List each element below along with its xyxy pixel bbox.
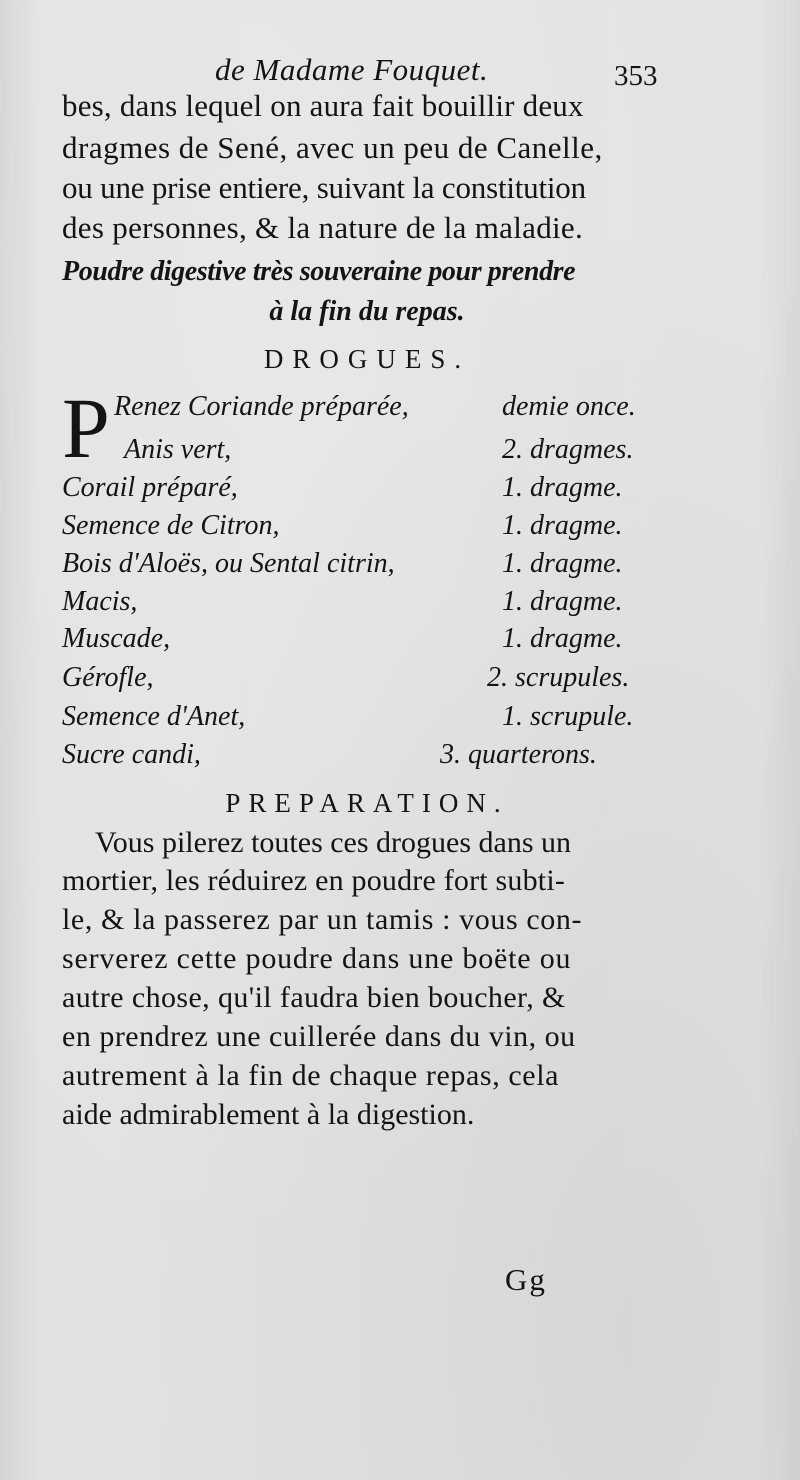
ingredient-name: Muscade, [62, 623, 171, 654]
drop-cap: P [62, 380, 110, 476]
ingredient-name: Semence d'Anet, [62, 701, 246, 732]
preparation-line: Vous pilerez toutes ces drogues dans un [95, 826, 572, 859]
ingredient-name: Sucre candi, [62, 739, 201, 770]
ingredient-quantity: 2. dragmes. [502, 434, 634, 465]
recipe-title: Poudre digestive très souveraine pour prendre [62, 256, 576, 287]
ingredient-name: Gérofle, [62, 662, 154, 693]
preparation-line: en prendrez une cuillerée dans du vin, ou [62, 1020, 576, 1053]
signature-mark: Gg [505, 1262, 547, 1297]
preparation-line: autrement à la fin de chaque repas, cela [62, 1059, 560, 1092]
page-number: 353 [614, 60, 658, 92]
ingredient-name: Anis vert, [124, 434, 232, 465]
ingredient-quantity: 1. dragme. [502, 510, 623, 541]
preparation-heading: PREPARATION. [225, 788, 509, 818]
ingredients-heading: DROGUES. [263, 344, 471, 374]
ingredient-name: Renez Coriande préparée, [114, 391, 409, 422]
preparation-line: mortier, les réduirez en poudre fort subti- [62, 864, 566, 897]
preparation-line: le, & la passerez par un tamis : vous con- [62, 903, 583, 936]
ingredient-quantity: 3. quarterons. [440, 739, 597, 770]
ingredient-name: Bois d'Aloës, ou Sental citrin, [62, 548, 395, 579]
ingredient-quantity: 1. dragme. [502, 586, 623, 617]
intro-line: ou une prise entiere, suivant la constitution [62, 170, 586, 205]
intro-line: bes, dans lequel on aura fait bouillir deux [62, 88, 584, 123]
ingredient-quantity: 1. scrupule. [502, 701, 634, 732]
ingredient-quantity: 2. scrupules. [487, 662, 630, 693]
preparation-line: serverez cette poudre dans une boëte ou [62, 942, 572, 975]
intro-line: des personnes, & la nature de la maladie. [62, 210, 584, 245]
preparation-line: autre chose, qu'il faudra bien boucher, & [62, 981, 566, 1014]
intro-line: dragmes de Sené, avec un peu de Canelle, [62, 130, 603, 165]
ingredient-quantity: demie once. [502, 391, 636, 422]
ingredient-name: Macis, [62, 586, 138, 617]
recipe-title-continued: à la fin du repas. [269, 296, 465, 327]
preparation-line: aide admirablement à la digestion. [62, 1098, 475, 1131]
ingredient-name: Semence de Citron, [62, 510, 280, 541]
ingredient-quantity: 1. dragme. [502, 548, 623, 579]
ingredient-quantity: 1. dragme. [502, 623, 623, 654]
ingredient-quantity: 1. dragme. [502, 472, 623, 503]
running-head: de Madame Fouquet. [215, 52, 489, 87]
ingredient-name: Corail préparé, [62, 472, 238, 503]
